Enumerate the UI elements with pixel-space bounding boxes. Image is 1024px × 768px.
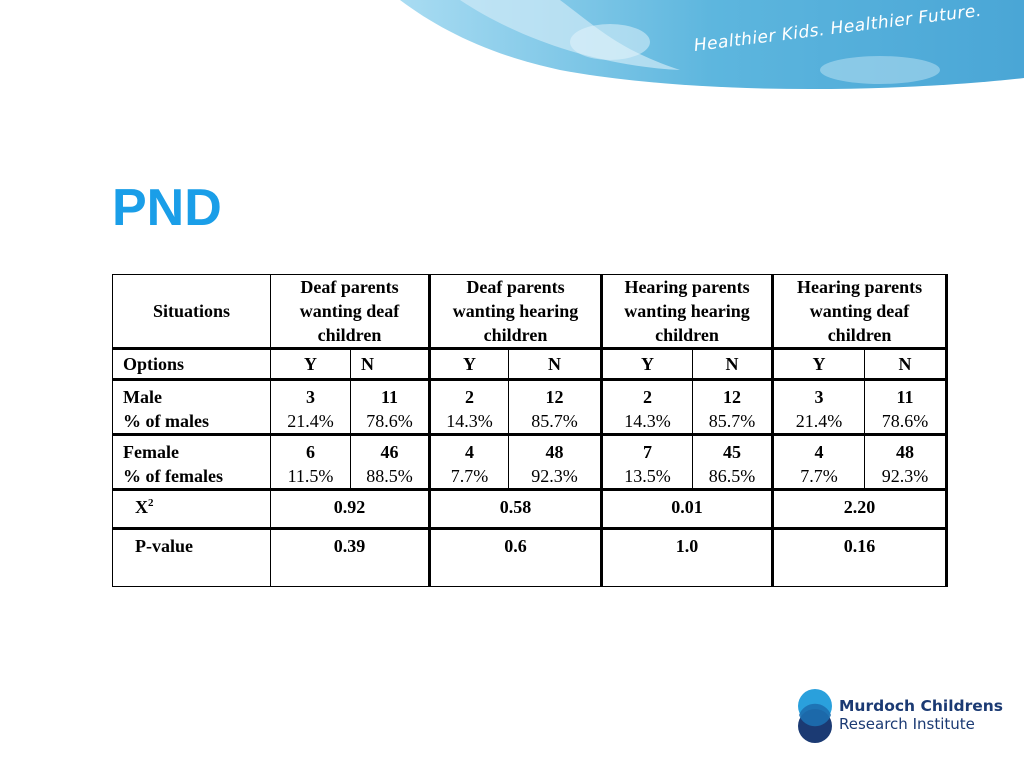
- data-cell: [602, 380, 693, 435]
- count: 48: [545, 442, 564, 462]
- data-cell: [865, 435, 947, 490]
- group-header: Deaf parents wanting hearing children: [430, 275, 602, 349]
- female-pct-label: % of females: [123, 466, 223, 486]
- female-row: [113, 435, 947, 490]
- count: 3: [306, 387, 315, 407]
- count: 4: [814, 442, 824, 462]
- count: 7: [643, 442, 653, 462]
- percent: 78.6%: [366, 411, 413, 431]
- chi-square-row: [113, 490, 947, 529]
- pvalue-row: [113, 529, 947, 587]
- male-row: [113, 380, 947, 435]
- pvalue-value: 0.16: [773, 529, 947, 587]
- data-cell: [773, 380, 865, 435]
- chi-value: 0.92: [271, 490, 430, 529]
- male-label: Male: [123, 387, 162, 407]
- row-label: [113, 380, 271, 435]
- count: 12: [723, 387, 742, 407]
- percent: 13.5%: [624, 466, 671, 486]
- percent: 7.7%: [800, 466, 838, 486]
- option-yes: Y: [602, 349, 693, 380]
- option-yes: Y: [430, 349, 509, 380]
- count: 11: [380, 387, 398, 407]
- chi-value: 2.20: [773, 490, 947, 529]
- count: 11: [896, 387, 914, 407]
- female-label: Female: [123, 442, 179, 462]
- data-cell: [693, 380, 773, 435]
- option-no: N: [865, 349, 947, 380]
- percent: 21.4%: [287, 411, 334, 431]
- male-pct-label: % of males: [123, 411, 209, 431]
- group-header: Deaf parents wanting deaf children: [271, 275, 430, 349]
- group-header: Hearing parents wanting hearing children: [602, 275, 773, 349]
- data-cell: [693, 435, 773, 490]
- data-cell: [773, 435, 865, 490]
- data-cell: [509, 435, 602, 490]
- data-cell: [271, 380, 351, 435]
- data-cell: [351, 435, 430, 490]
- pnd-table: [112, 274, 948, 587]
- percent: 85.7%: [531, 411, 578, 431]
- count: 45: [723, 442, 742, 462]
- options-label: Options: [113, 349, 271, 380]
- percent: 78.6%: [881, 411, 929, 431]
- pvalue-value: 0.39: [271, 529, 430, 587]
- percent: 14.3%: [624, 411, 671, 431]
- percent: 14.3%: [446, 411, 493, 431]
- pvalue-value: 1.0: [602, 529, 773, 587]
- count: 2: [465, 387, 474, 407]
- percent: 85.7%: [708, 411, 756, 431]
- count: 4: [465, 442, 474, 462]
- data-cell: [865, 380, 947, 435]
- option-yes: Y: [773, 349, 865, 380]
- data-cell: [430, 380, 509, 435]
- percent: 7.7%: [450, 466, 489, 486]
- option-no: N: [351, 349, 430, 380]
- logo-line2: Research Institute: [839, 715, 975, 733]
- count: 3: [814, 387, 824, 407]
- count: 48: [896, 442, 915, 462]
- mcri-logo-icon: [796, 688, 836, 746]
- logo-wordmark: [839, 697, 1003, 733]
- data-cell: [430, 435, 509, 490]
- chi-value: 0.58: [430, 490, 602, 529]
- option-no: N: [509, 349, 602, 380]
- percent: 86.5%: [708, 466, 756, 486]
- percent: 88.5%: [366, 466, 413, 486]
- slide-title: PND: [112, 179, 222, 237]
- chi-value: 0.01: [602, 490, 773, 529]
- data-cell: [351, 380, 430, 435]
- pvalue-value: 0.6: [430, 529, 602, 587]
- logo-line1: Murdoch Childrens: [839, 697, 1004, 715]
- group-header: Hearing parents wanting deaf children: [773, 275, 947, 349]
- option-yes: Y: [271, 349, 351, 380]
- option-no: N: [693, 349, 773, 380]
- count: 2: [643, 387, 653, 407]
- percent: 21.4%: [795, 411, 843, 431]
- count: 12: [545, 387, 564, 407]
- row-label: [113, 435, 271, 490]
- chi-symbol: X: [135, 497, 148, 517]
- data-cell: [509, 380, 602, 435]
- situations-header: Situations: [113, 275, 271, 349]
- data-cell: [271, 435, 351, 490]
- percent: 92.3%: [531, 466, 578, 486]
- count: 6: [306, 442, 315, 462]
- percent: 92.3%: [881, 466, 929, 486]
- percent: 11.5%: [287, 466, 334, 486]
- banner-tagline: Healthier Kids. Healthier Future.: [692, 0, 983, 56]
- data-cell: [602, 435, 693, 490]
- chi-superscript: 2: [148, 497, 154, 509]
- pvalue-label: P-value: [113, 529, 271, 587]
- count: 46: [380, 442, 399, 462]
- chi-square-label: [113, 490, 271, 529]
